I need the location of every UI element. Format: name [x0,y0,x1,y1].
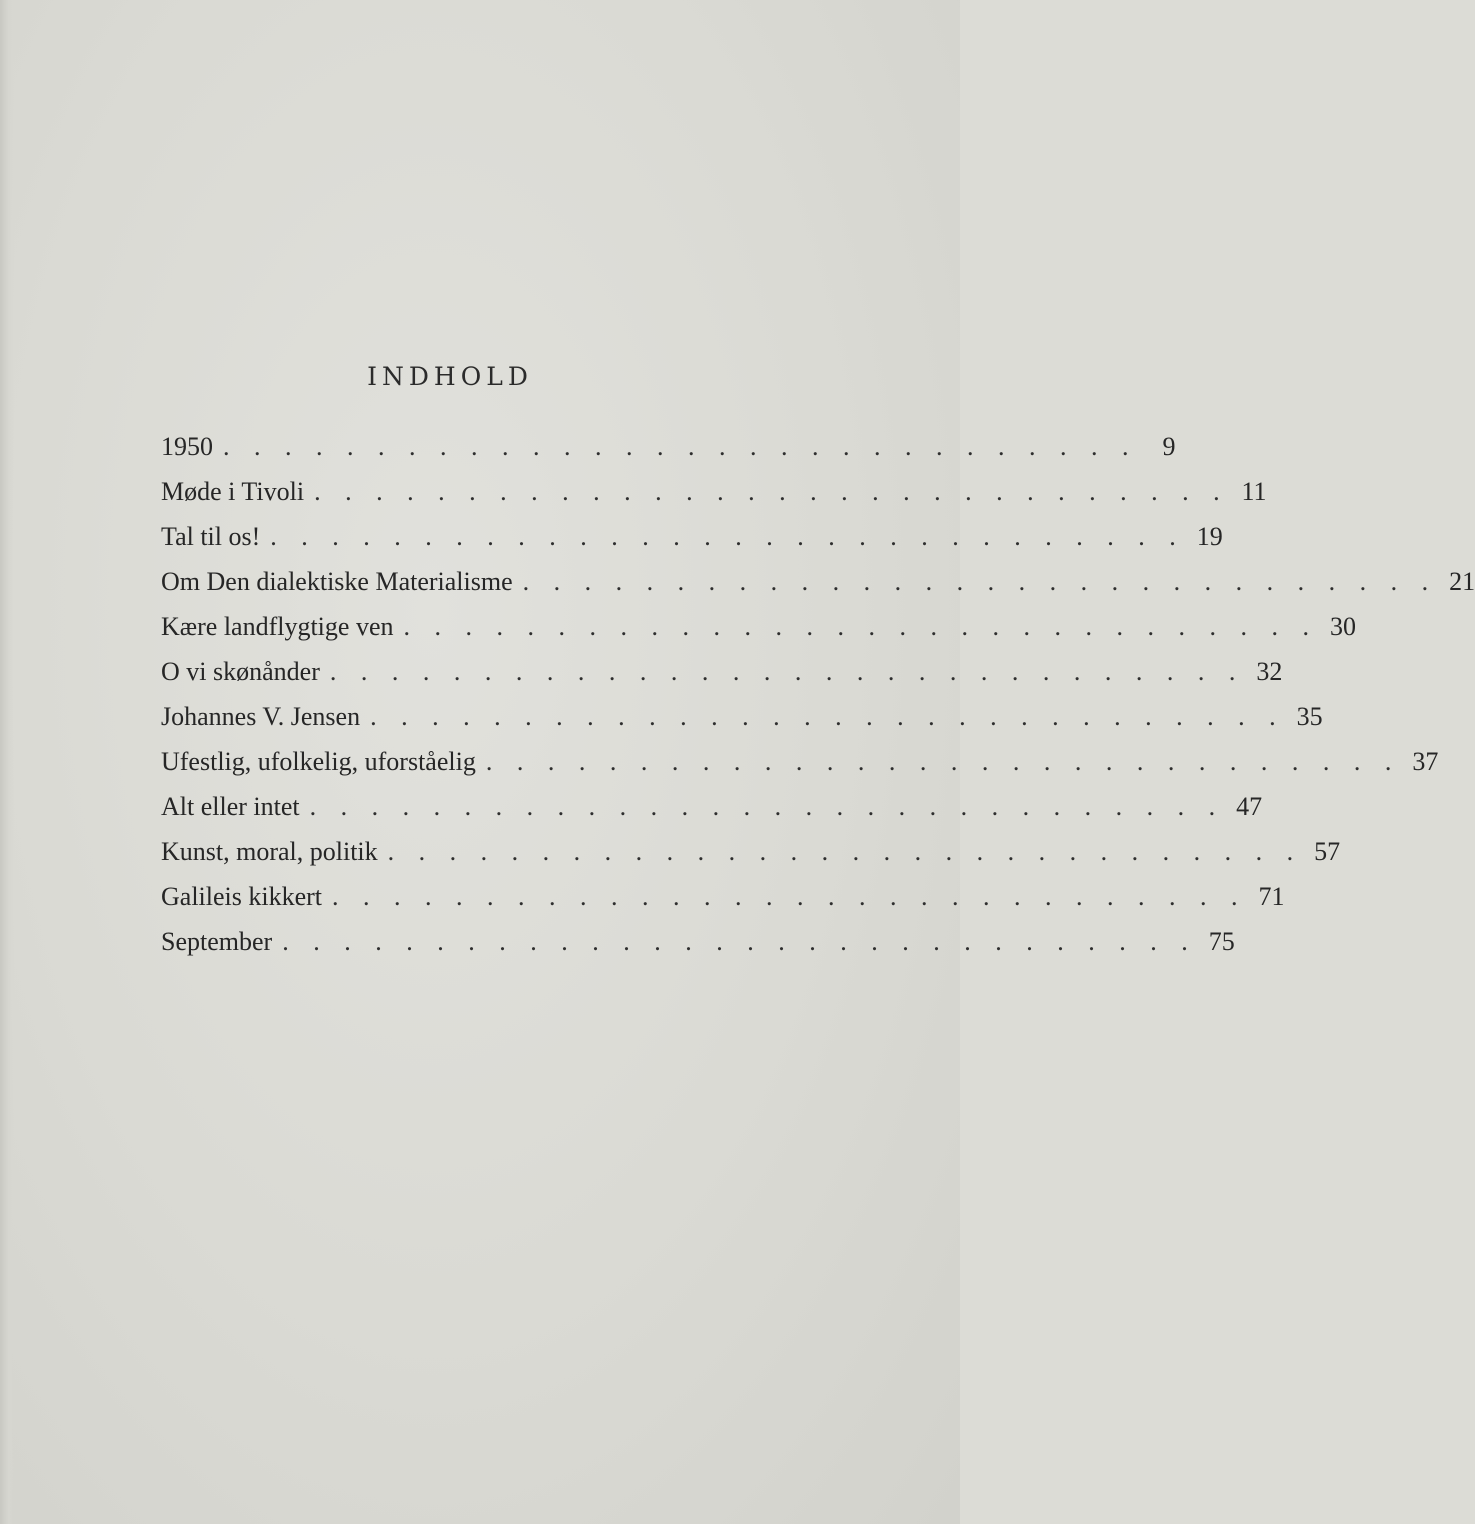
toc-entry-page: 47 [1236,792,1263,821]
toc-entry-title: Møde i Tivoli [161,477,305,506]
page-title: INDHOLD [367,362,533,391]
toc-entry [161,747,1439,792]
toc-entry-title: 1950 [161,432,213,461]
toc-entry [161,522,1223,567]
toc-entry-page: 57 [1314,837,1341,866]
dot-leader: . . . . . . . . . . . . . . . . . . . . . . . . . . . . . . [314,477,1229,506]
toc-entry-title: Galileis kikkert [161,882,323,911]
toc-entry-title: September [161,927,273,956]
toc-entry [161,837,1341,882]
dot-leader: . . . . . . . . . . . . . . . . . . . . . . . . . . . . . . [387,837,1303,866]
toc-entry [161,477,1267,522]
dot-leader: . . . . . . . . . . . . . . . . . . . . . . . . . . . . . . [270,522,1185,551]
toc-entry-page: 9 [1162,432,1176,461]
toc-entry [161,657,1283,702]
toc-entry-page: 11 [1241,477,1267,506]
toc-entry-page: 71 [1258,882,1285,911]
toc-entry-title: O vi skønånder [161,657,320,686]
toc-entry [161,792,1263,837]
dot-leader: . . . . . . . . . . . . . . . . . . . . . . . . . . . . . . [522,567,1438,596]
toc-entry-page: 32 [1256,657,1283,686]
page-edge [0,0,14,1524]
dot-leader: . . . . . . . . . . . . . . . . . . . . . . . . . . . . . . [329,657,1245,686]
toc-entry-page: 37 [1412,747,1439,776]
toc-entry [161,882,1285,927]
dot-leader: . . . . . . . . . . . . . . . . . . . . . . . . . . . . . . [485,747,1401,776]
dot-leader: . . . . . . . . . . . . . . . . . . . . . . . . . . . . . . [223,432,1138,461]
toc-entry [161,432,1176,477]
toc-entry [161,927,1235,972]
toc-entry-title: Alt eller intet [161,792,300,821]
dot-leader: . . . . . . . . . . . . . . . . . . . . . . . . . . . . . . [332,882,1247,911]
toc-entry [161,567,1475,612]
toc-entry-title: Tal til os! [161,522,261,551]
toc-entry [161,702,1323,747]
toc-entry-page: 21 [1449,567,1475,596]
toc-entry-page: 30 [1330,612,1356,641]
dot-leader: . . . . . . . . . . . . . . . . . . . . . . . . . . . . . . [403,612,1318,641]
toc-entry-page: 35 [1296,702,1323,731]
toc-entry-title: Om Den dialektiske Materialisme [161,567,513,596]
table-of-contents [161,432,1475,972]
dot-leader: . . . . . . . . . . . . . . . . . . . . . . . . . . . . . . [282,927,1197,956]
toc-entry-title: Kære landflygtige ven [161,612,394,641]
toc-entry [161,612,1356,657]
toc-entry-title: Ufestlig, ufolkelig, uforståelig [161,747,476,776]
toc-entry-page: 19 [1196,522,1223,551]
toc-entry-title: Kunst, moral, politik [161,837,378,866]
dot-leader: . . . . . . . . . . . . . . . . . . . . . . . . . . . . . . [370,702,1285,731]
toc-entry-title: Johannes V. Jensen [161,702,361,731]
toc-entry-page: 75 [1208,927,1235,956]
dot-leader: . . . . . . . . . . . . . . . . . . . . . . . . . . . . . . [309,792,1225,821]
